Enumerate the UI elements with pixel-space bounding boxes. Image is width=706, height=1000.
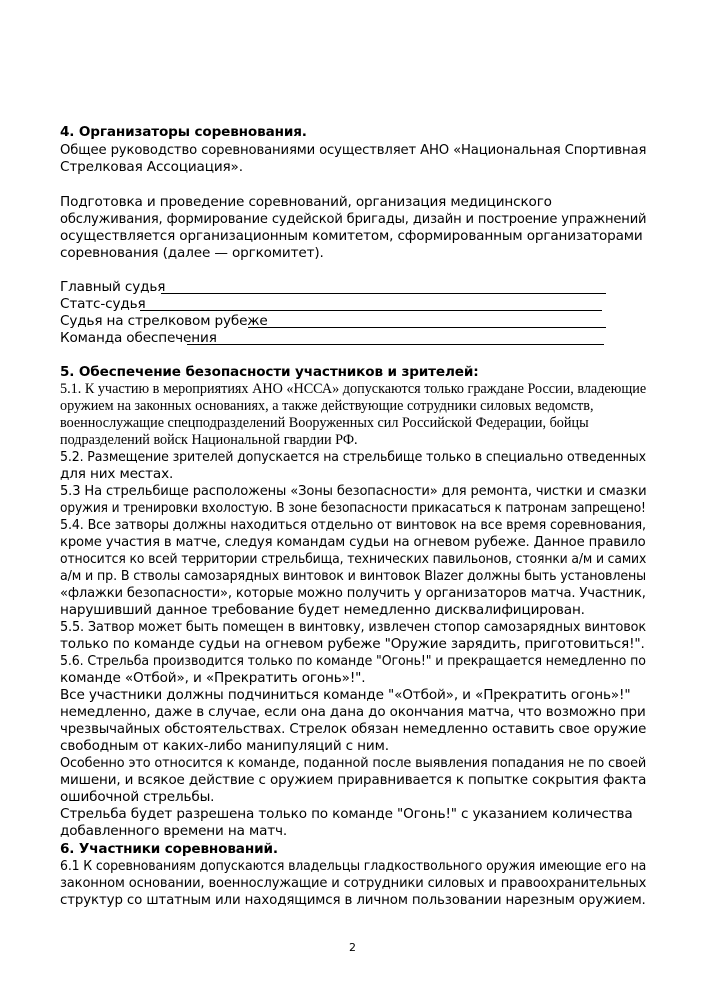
- section-5-heading: 5. Обеспечение безопасности участников и зрителей:: [60, 364, 479, 380]
- paragraph-line: Все участники должны подчиниться команде "«Отбой», и «Прекратить огонь»!": [60, 687, 631, 703]
- range-judge-line: [248, 327, 606, 328]
- section-4-heading: 4. Организаторы соревнования.: [60, 124, 307, 140]
- field-label-range-judge: Судья на стрелковом рубеже: [60, 313, 268, 329]
- paragraph-line: Особенно это относится к команде, поданной после выявления попадания не по своей: [60, 755, 647, 771]
- paragraph-line: Общее руководство соревнованиями осуществляет АНО «Национальная Спортивная: [60, 142, 647, 158]
- paragraph-line: осуществляется организационным комитетом, сформированным организаторами: [60, 228, 643, 244]
- paragraph-line: 5.2. Размещение зрителей допускается на стрельбище только в специально отведенных: [60, 449, 646, 465]
- paragraph-line: мишени, и всякое действие с оружием приравнивается к попытке сокрытия факта: [60, 772, 647, 788]
- paragraph-line: а/м и пр. В стволы самозарядных винтовок и винтовок Blazer должны быть установлены: [60, 568, 646, 584]
- paragraph-line: Подготовка и проведение соревнований, организация медицинского: [60, 194, 552, 210]
- paragraph-line: ошибочной стрельбы.: [60, 789, 215, 805]
- paragraph-line: 6.1 К соревнованиям допускаются владельцы гладкоствольного оружия имеющие его на: [60, 858, 647, 874]
- paragraph-line: команде «Отбой», и «Прекратить огонь»!".: [60, 670, 366, 686]
- paragraph-line: военнослужащие спецподразделений Вооруженных сил Российской Федерации, бойцы: [60, 415, 589, 431]
- support-team-line: [187, 344, 604, 345]
- stats-judge-line: [140, 310, 602, 311]
- paragraph-line: Стрельба будет разрешена только по команде "Огонь!" с указанием количества: [60, 806, 633, 822]
- paragraph-line: добавленного времени на матч.: [60, 823, 288, 839]
- paragraph-line: свободным от каких-либо манипуляций с ним.: [60, 738, 389, 754]
- paragraph-line: 5.4. Все затворы должны находиться отдельно от винтовок на все время соревнования,: [60, 517, 646, 533]
- paragraph-line: обслуживания, формирование судейской бригады, дизайн и построение упражнений: [60, 211, 647, 227]
- paragraph-line: 5.5. Затвор может быть помещен в винтовку, извлечен стопор самозарядных винтовок: [60, 619, 646, 635]
- paragraph-line: чрезвычайных обстоятельствах. Стрелок обязан немедленно оставить свое оружие: [60, 721, 647, 737]
- field-label-support-team: Команда обеспечения: [60, 330, 217, 346]
- paragraph-line: 5.1. К участию в мероприятиях АНО «НССА» допускаются только граждане России, владеющие: [60, 381, 647, 397]
- paragraph-line: структур со штатным или находящимся в личном пользовании нарезным оружием.: [60, 892, 646, 908]
- field-label-stats-judge: Статс-судья: [60, 296, 146, 312]
- paragraph-line: «флажки безопасности», которые можно получить у организаторов матча. Участник,: [60, 585, 646, 601]
- paragraph-line: 5.3 На стрельбище расположены «Зоны безопасности» для ремонта, чистки и смазки: [60, 483, 647, 499]
- paragraph-line: Стрелковая Ассоциация».: [60, 159, 243, 175]
- paragraph-line: оружием на законных основаниях, а также действующие сотрудники силовых ведомств,: [60, 398, 594, 414]
- paragraph-line: немедленно, даже в случае, если она дана до окончания матча, что возможно при: [60, 704, 646, 720]
- paragraph-line: для них местах.: [60, 466, 174, 482]
- field-label-chief-judge: Главный судья: [60, 279, 166, 295]
- page-number: 2: [349, 941, 356, 954]
- paragraph-line: кроме участия в матче, следуя командам судьи на огневом рубеже. Данное правило: [60, 534, 646, 550]
- paragraph-line: подразделений войск Национальной гвардии РФ.: [60, 432, 358, 448]
- paragraph-line: законном основании, военнослужащие и сотрудники силовых и правоохранительных: [60, 875, 647, 891]
- paragraph-line: только по команде судьи на огневом рубеже "Оружие зарядить, приготовиться!".: [60, 636, 645, 652]
- paragraph-line: соревнования (далее — оргкомитет).: [60, 245, 324, 261]
- paragraph-line: нарушивший данное требование будет немедленно дисквалифицирован.: [60, 602, 585, 618]
- paragraph-line: 5.6. Стрельба производится только по команде "Огонь!" и прекращается немедленно по: [60, 653, 646, 669]
- paragraph-line: оружия и тренировки вхолостую. В зоне безопасности прикасаться к патронам запрещено!: [60, 500, 646, 516]
- chief-judge-line: [161, 293, 606, 294]
- paragraph-line: относится ко всей территории стрельбища, технических павильонов, стоянки а/м и самих: [60, 551, 647, 567]
- section-6-heading: 6. Участники соревнований.: [60, 841, 278, 857]
